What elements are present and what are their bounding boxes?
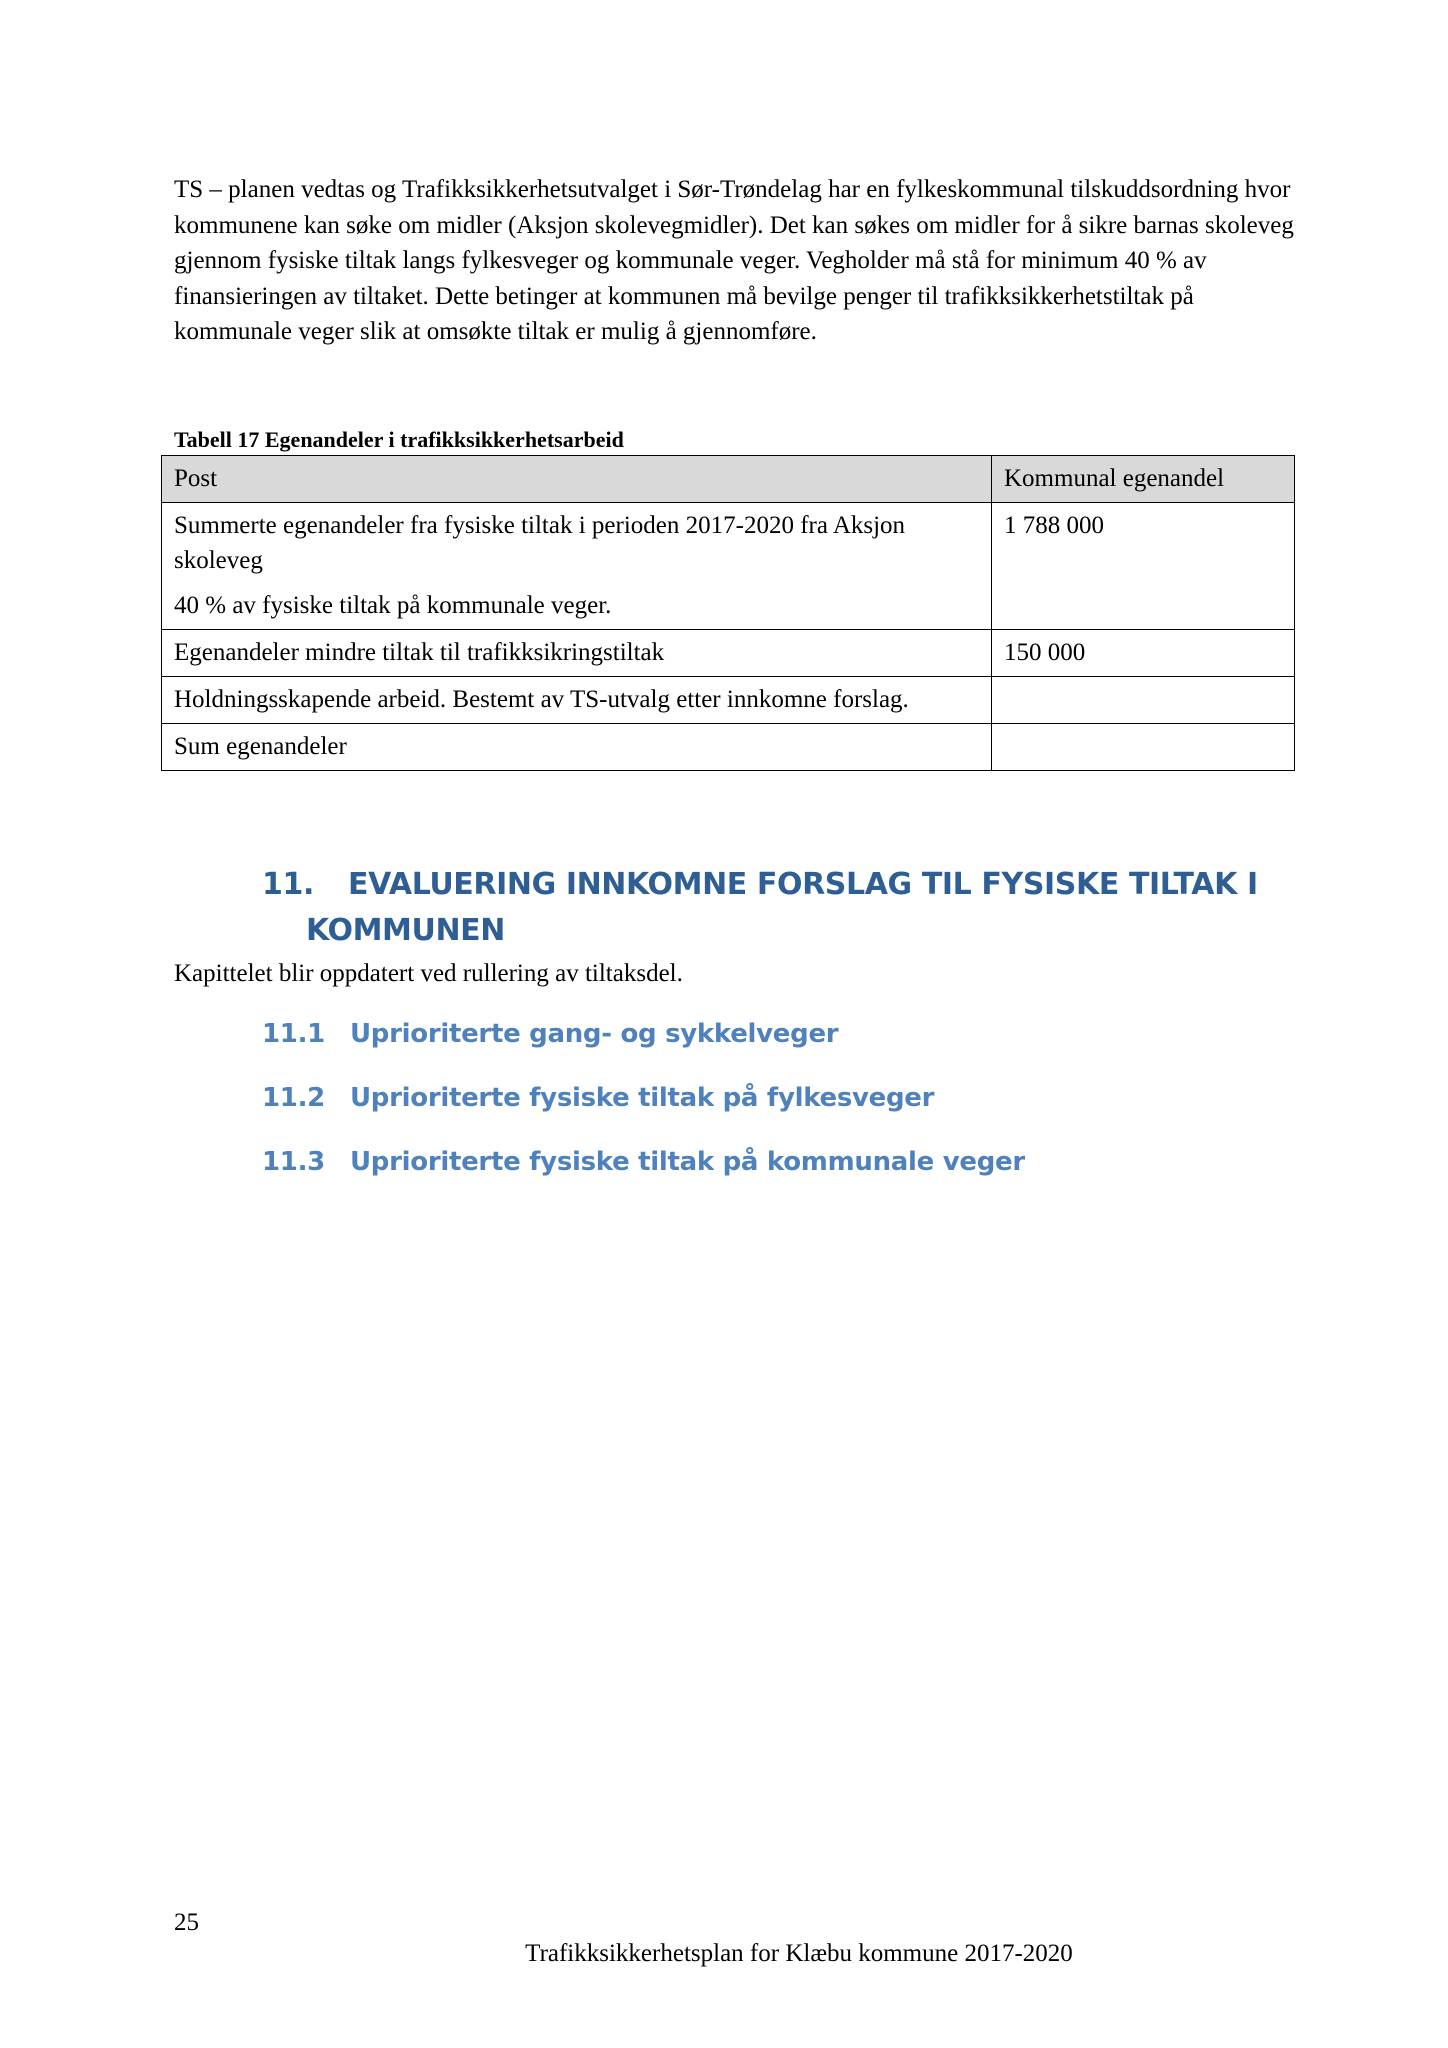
subsection-heading [262, 1081, 934, 1115]
table-cell-amount: 1 788 000 [992, 503, 1295, 630]
table-cell-amount [992, 724, 1295, 771]
page-number: 25 [174, 1909, 199, 1936]
table-row [162, 630, 1295, 677]
post-text-note: 40 % av fysiske tiltak på kommunale veger. [174, 592, 612, 619]
subsection-number: 11.1 [262, 1019, 325, 1049]
table-row [162, 677, 1295, 724]
header-post: Post [162, 456, 992, 503]
table-cell-amount: 150 000 [992, 630, 1295, 677]
post-text: Summerte egenandeler fra fysiske tiltak i perioden 2017-2020 fra Aksjon skoleveg [174, 512, 906, 574]
subsection-heading [262, 1145, 1025, 1179]
table-cell-post: Sum egenandeler [162, 724, 992, 771]
table-cell-amount [992, 677, 1295, 724]
body-paragraph: TS – planen vedtas og Trafikksikkerhetsutvalget i Sør-Trøndelag har en fylkeskommunal tilskuddsordning hvor kommunene kan søke om midler (Aksjon skolevegmidler). Det kan søkes om midler for å sikre barnas skoleveg gjennom fysiske tiltak langs fylkesveger og kommunale veger. Vegholder må stå for minimum 40 % av finansieringen av tiltaket. Dette betinger at kommunen må bevilge penger til trafikksikkerhetstiltak på kommunale veger slik at omsøkte tiltak er mulig å gjennomføre. [174, 176, 1294, 345]
section-number: 11. [262, 867, 314, 902]
subsection-title: Uprioriterte fysiske tiltak på fylkesveger [350, 1083, 935, 1113]
page-footer: Trafikksikkerhetsplan for Klæbu kommune 2017-2020 [525, 1940, 1073, 1967]
subsection-title: Uprioriterte gang- og sykkelveger [350, 1019, 839, 1049]
table-header-row [162, 456, 1295, 503]
table-cell-post: Egenandeler mindre tiltak til trafikksikringstiltak [162, 630, 992, 677]
section-heading [262, 862, 1312, 954]
table-caption: Tabell 17 Egenandeler i trafikksikkerhetsarbeid [174, 427, 624, 452]
table-row [162, 503, 1295, 630]
subsection-heading [262, 1017, 838, 1051]
subsection-number: 11.3 [262, 1147, 325, 1177]
subsection-number: 11.2 [262, 1083, 325, 1113]
section-intro: Kapittelet blir oppdatert ved rullering av tiltaksdel. [174, 960, 683, 987]
subsection-title: Uprioriterte fysiske tiltak på kommunale veger [350, 1147, 1025, 1177]
table-cell-post [162, 503, 992, 630]
section-title-line1: EVALUERING INNKOMNE FORSLAG TIL FYSISKE TILTAK I [348, 867, 1258, 902]
egenandeler-table [161, 455, 1295, 771]
header-amount: Kommunal egenandel [992, 456, 1295, 503]
section-title-line2: KOMMUNEN [306, 913, 505, 948]
table-row [162, 724, 1295, 771]
table-cell-post: Holdningsskapende arbeid. Bestemt av TS-utvalg etter innkomne forslag. [162, 677, 992, 724]
